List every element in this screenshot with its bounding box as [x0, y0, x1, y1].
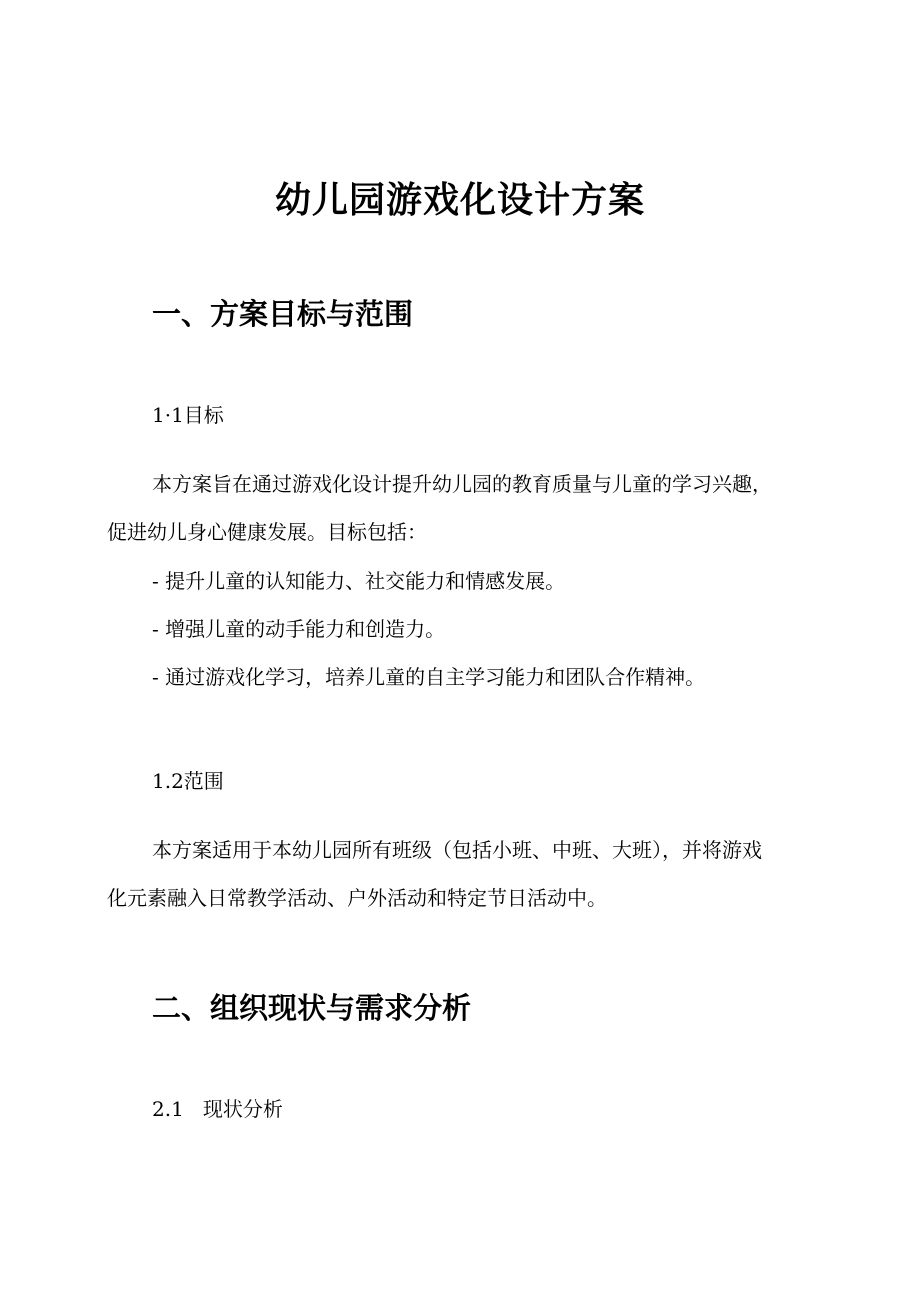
bullet-item-3: - 通过游戏化学习，培养儿童的自主学习能力和团队合作精神。 — [152, 665, 706, 689]
section1-heading: 一、方案目标与范围 — [152, 297, 414, 331]
section2-heading: 二、组织现状与需求分析 — [152, 991, 472, 1025]
bullet-item-2: - 增强儿童的动手能力和创造力。 — [152, 617, 446, 641]
section1-sub2-paragraph-line1: 本方案适用于本幼儿园所有班级（包括小班、中班、大班），并将游戏 — [152, 838, 762, 862]
section1-sub1-heading: 1·1目标 — [152, 403, 224, 427]
document-title: 幼儿园游戏化设计方案 — [274, 180, 645, 221]
section1-sub2-heading: 1.2范围 — [152, 769, 224, 793]
section1-sub1-paragraph-line1: 本方案旨在通过游戏化设计提升幼儿园的教育质量与儿童的学习兴趣， — [152, 472, 772, 496]
bullet-item-1: - 提升儿童的认知能力、社交能力和情感发展。 — [152, 569, 566, 593]
section1-sub1-paragraph-line2: 促进幼儿身心健康发展。目标包括： — [107, 520, 427, 544]
section1-sub2-paragraph-line2: 化元素融入日常教学活动、户外活动和特定节日活动中。 — [107, 886, 607, 910]
section2-sub1-heading: 2.1 现状分析 — [152, 1097, 283, 1121]
